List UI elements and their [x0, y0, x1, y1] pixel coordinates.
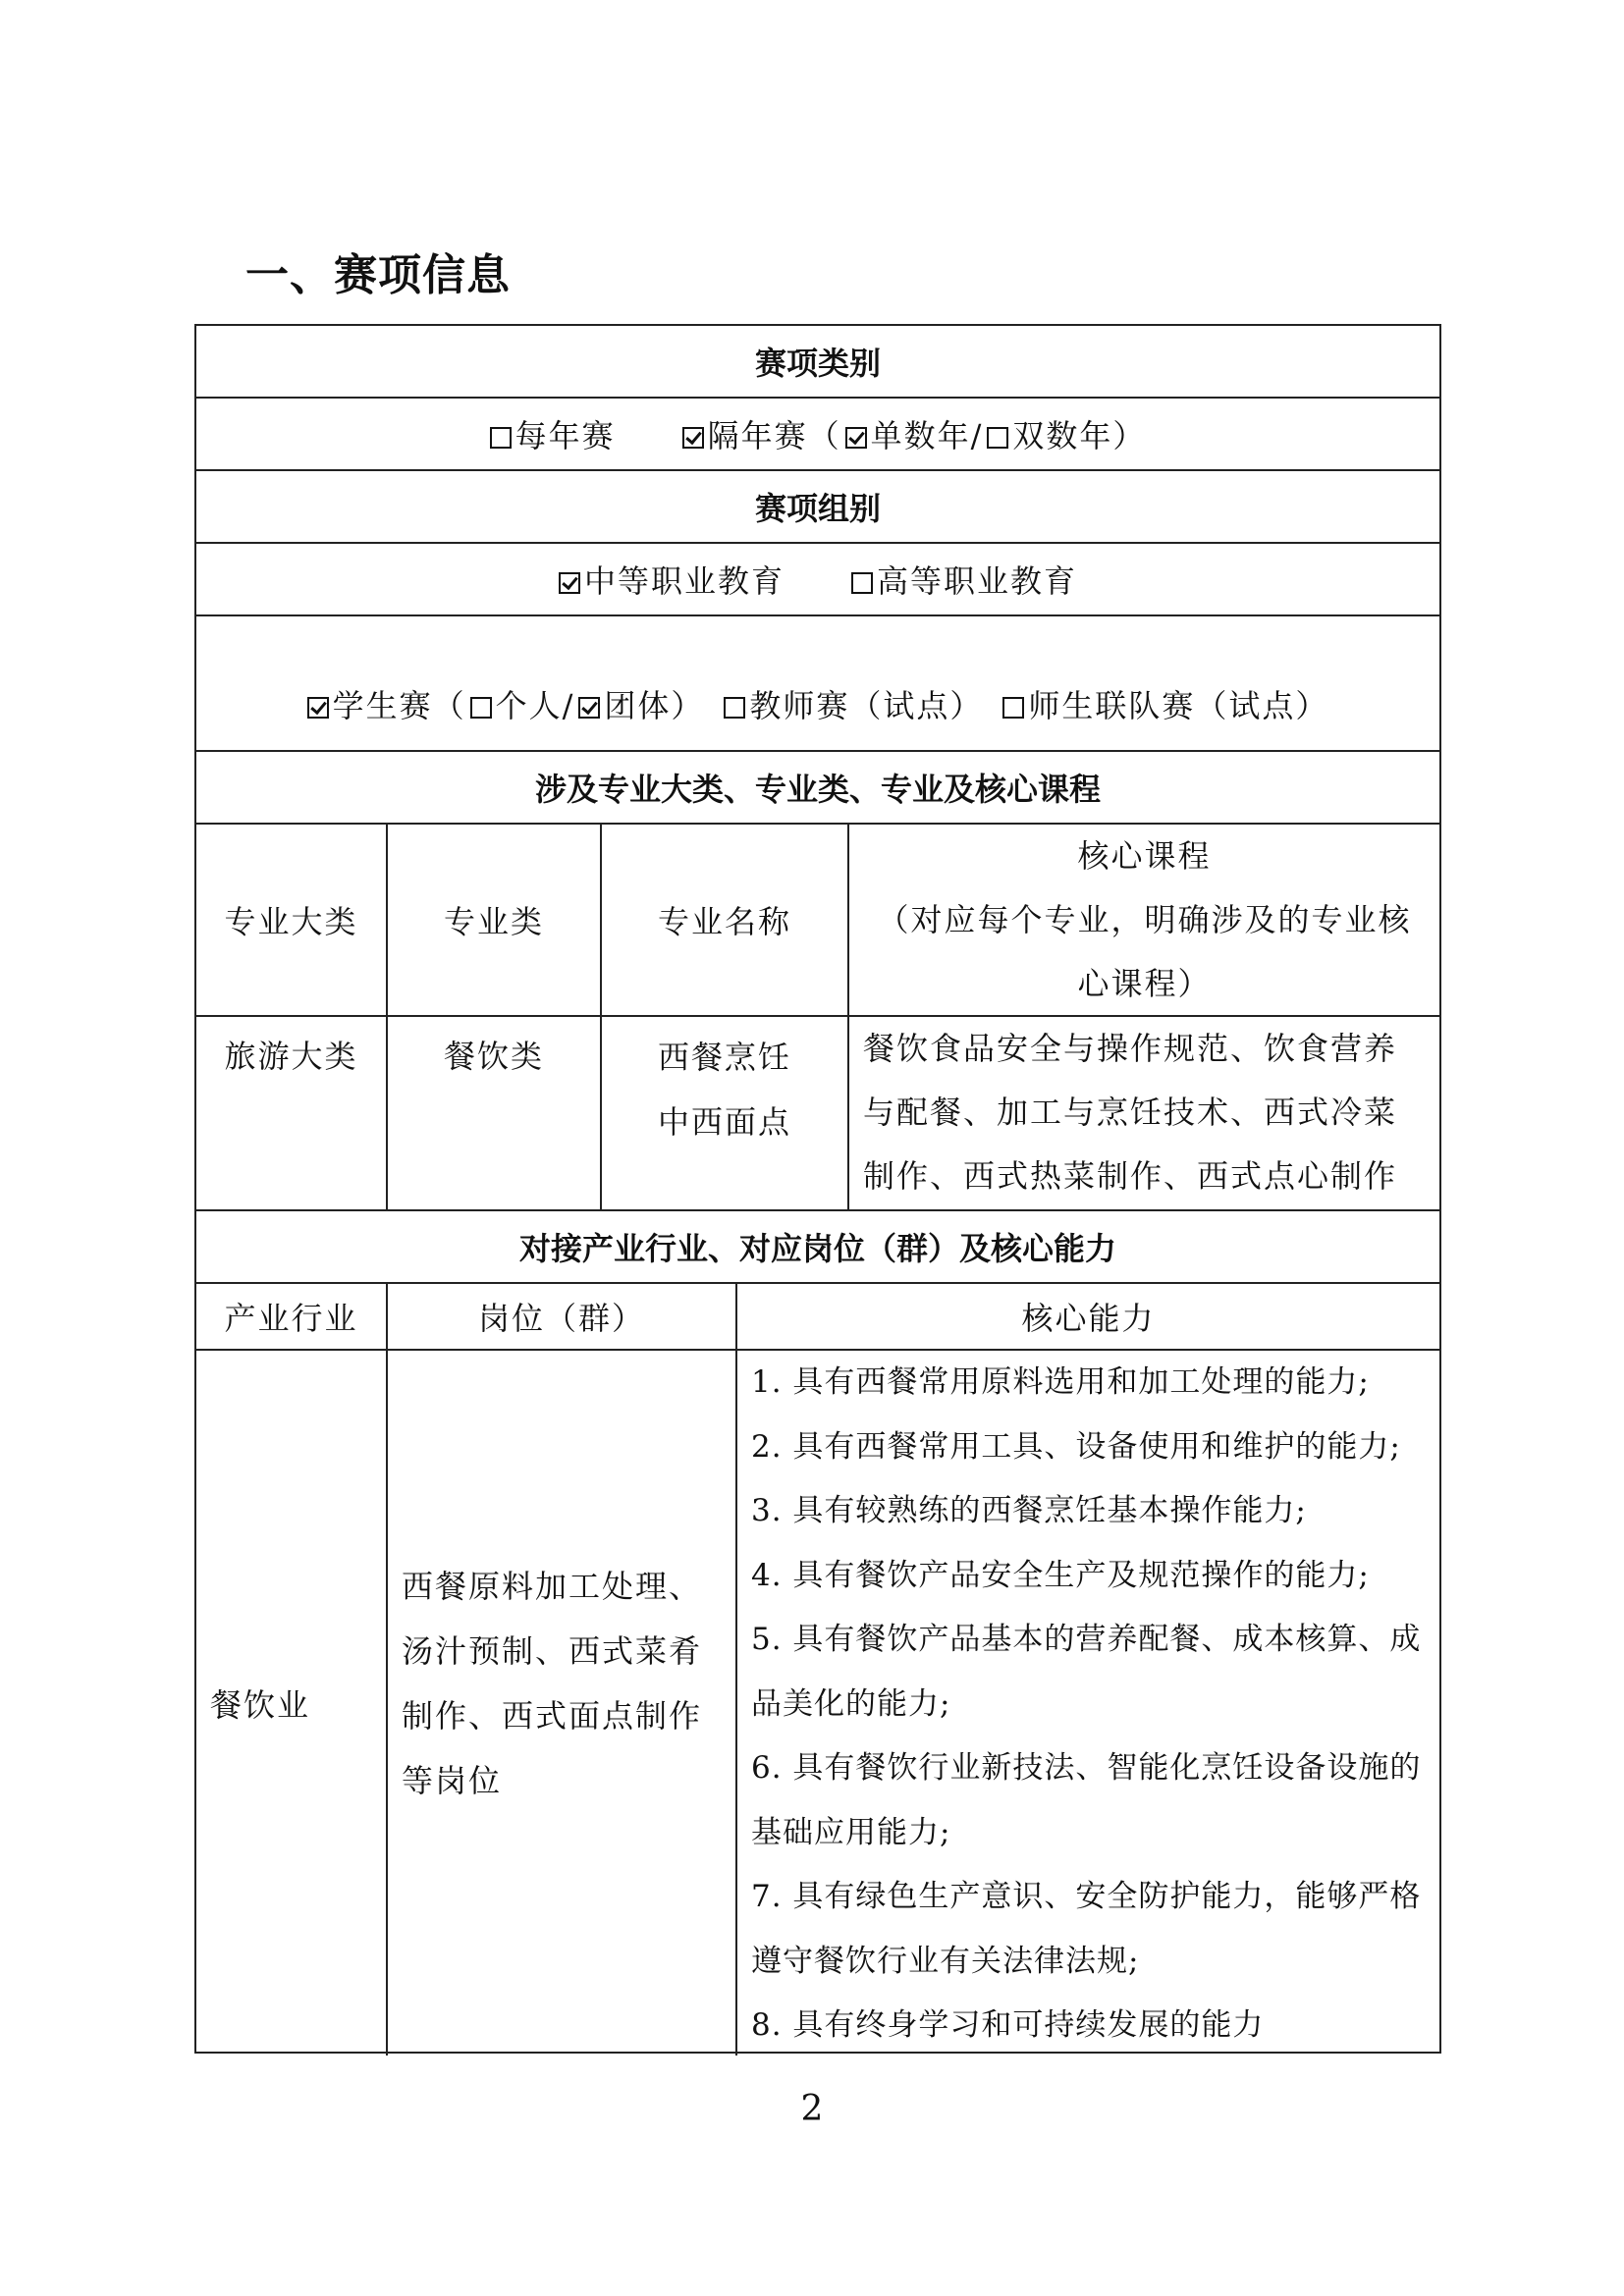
participant-options [196, 616, 1439, 752]
option-team[interactable]: 团体） [578, 681, 704, 726]
post-value: 西餐原料加工处理、汤汁预制、西式菜肴制作、西式面点制作等岗位 [388, 1351, 737, 2056]
core-course-value: 餐饮食品安全与操作规范、饮食营养与配餐、加工与烹饪技术、西式冷菜制作、西式热菜制作、西式点心制作 [863, 1030, 1398, 1195]
col-major-class: 专业类 [388, 825, 602, 1015]
checkbox-icon[interactable] [470, 697, 492, 719]
checkbox-checked-icon[interactable] [307, 697, 329, 719]
option-teacher-student[interactable]: 师生联队赛（试点） [1002, 681, 1328, 726]
checkbox-checked-icon[interactable] [578, 697, 600, 719]
checkbox-icon[interactable] [987, 427, 1008, 449]
major-name-values [602, 1017, 849, 1209]
checkbox-icon[interactable] [724, 697, 745, 719]
col-industry: 产业行业 [196, 1284, 388, 1349]
list-item: 2. 具有西餐常用工具、设备使用和维护的能力; [751, 1428, 1401, 1465]
col-core-course [849, 825, 1439, 1015]
competition-info-table [194, 324, 1441, 2054]
group-options [196, 544, 1439, 616]
core-course-title: 核心课程 [1077, 837, 1212, 875]
group-header: 赛项组别 [196, 471, 1439, 544]
list-item: 7. 具有绿色生产意识、安全防护能力，能够严格遵守餐饮行业有关法律法规; [751, 1879, 1422, 1979]
category-header: 赛项类别 [196, 326, 1439, 399]
major-category-value: 旅游大类 [196, 1017, 388, 1209]
list-item: 4. 具有餐饮产品安全生产及规范操作的能力; [751, 1557, 1370, 1593]
major-class-value: 餐饮类 [388, 1017, 602, 1209]
list-item: 3. 具有较熟练的西餐烹饪基本操作能力; [751, 1493, 1307, 1528]
col-major-category: 专业大类 [196, 825, 388, 1015]
option-biennial[interactable]: 隔年赛（ [682, 411, 841, 456]
list-item: 6. 具有餐饮行业新技法、智能化烹饪设备设施的基础应用能力; [751, 1750, 1422, 1850]
checkbox-icon[interactable] [851, 572, 873, 594]
industry-header: 对接产业行业、对应岗位（群）及核心能力 [196, 1211, 1439, 1284]
ability-values [737, 1351, 1439, 2056]
checkbox-icon[interactable] [490, 427, 512, 449]
section-title: 一、赛项信息 [245, 250, 511, 300]
majors-row [196, 1017, 1439, 1211]
major-name-item: 西餐烹饪 [657, 1039, 791, 1076]
category-options [196, 399, 1439, 471]
col-major-name: 专业名称 [602, 825, 849, 1015]
option-even-year[interactable]: 双数年） [987, 411, 1146, 456]
majors-header: 涉及专业大类、专业类、专业及核心课程 [196, 752, 1439, 825]
ability-list [751, 1351, 1430, 2058]
col-post: 岗位（群） [388, 1284, 737, 1349]
checkbox-checked-icon[interactable] [559, 572, 580, 594]
checkbox-checked-icon[interactable] [682, 427, 704, 449]
majors-column-headers [196, 825, 1439, 1017]
option-higher-vocational[interactable]: 高等职业教育 [851, 557, 1077, 602]
checkbox-checked-icon[interactable] [845, 427, 867, 449]
major-name-item: 中西面点 [657, 1103, 791, 1141]
industry-value: 餐饮业 [196, 1351, 388, 2056]
option-teacher[interactable]: 教师赛（试点） [724, 681, 983, 726]
checkbox-icon[interactable] [1002, 697, 1024, 719]
list-item: 1. 具有西餐常用原料选用和加工处理的能力; [751, 1364, 1370, 1400]
industry-column-headers [196, 1284, 1439, 1351]
core-course-note: （对应每个专业，明确涉及的专业核心课程） [877, 901, 1412, 1002]
industry-row [196, 1351, 1439, 2056]
option-odd-year[interactable]: 单数年/ [845, 411, 984, 456]
col-ability: 核心能力 [1021, 1300, 1156, 1337]
option-individual[interactable]: 个人/ [470, 681, 575, 726]
page-number: 2 [800, 2089, 824, 2129]
option-secondary-vocational[interactable]: 中等职业教育 [559, 557, 785, 602]
list-item: 8. 具有终身学习和可持续发展的能力 [751, 2007, 1265, 2043]
option-annual[interactable]: 每年赛 [490, 411, 616, 456]
list-item: 5. 具有餐饮产品基本的营养配餐、成本核算、成品美化的能力; [751, 1622, 1422, 1722]
option-student[interactable]: 学生赛（ [307, 681, 466, 726]
